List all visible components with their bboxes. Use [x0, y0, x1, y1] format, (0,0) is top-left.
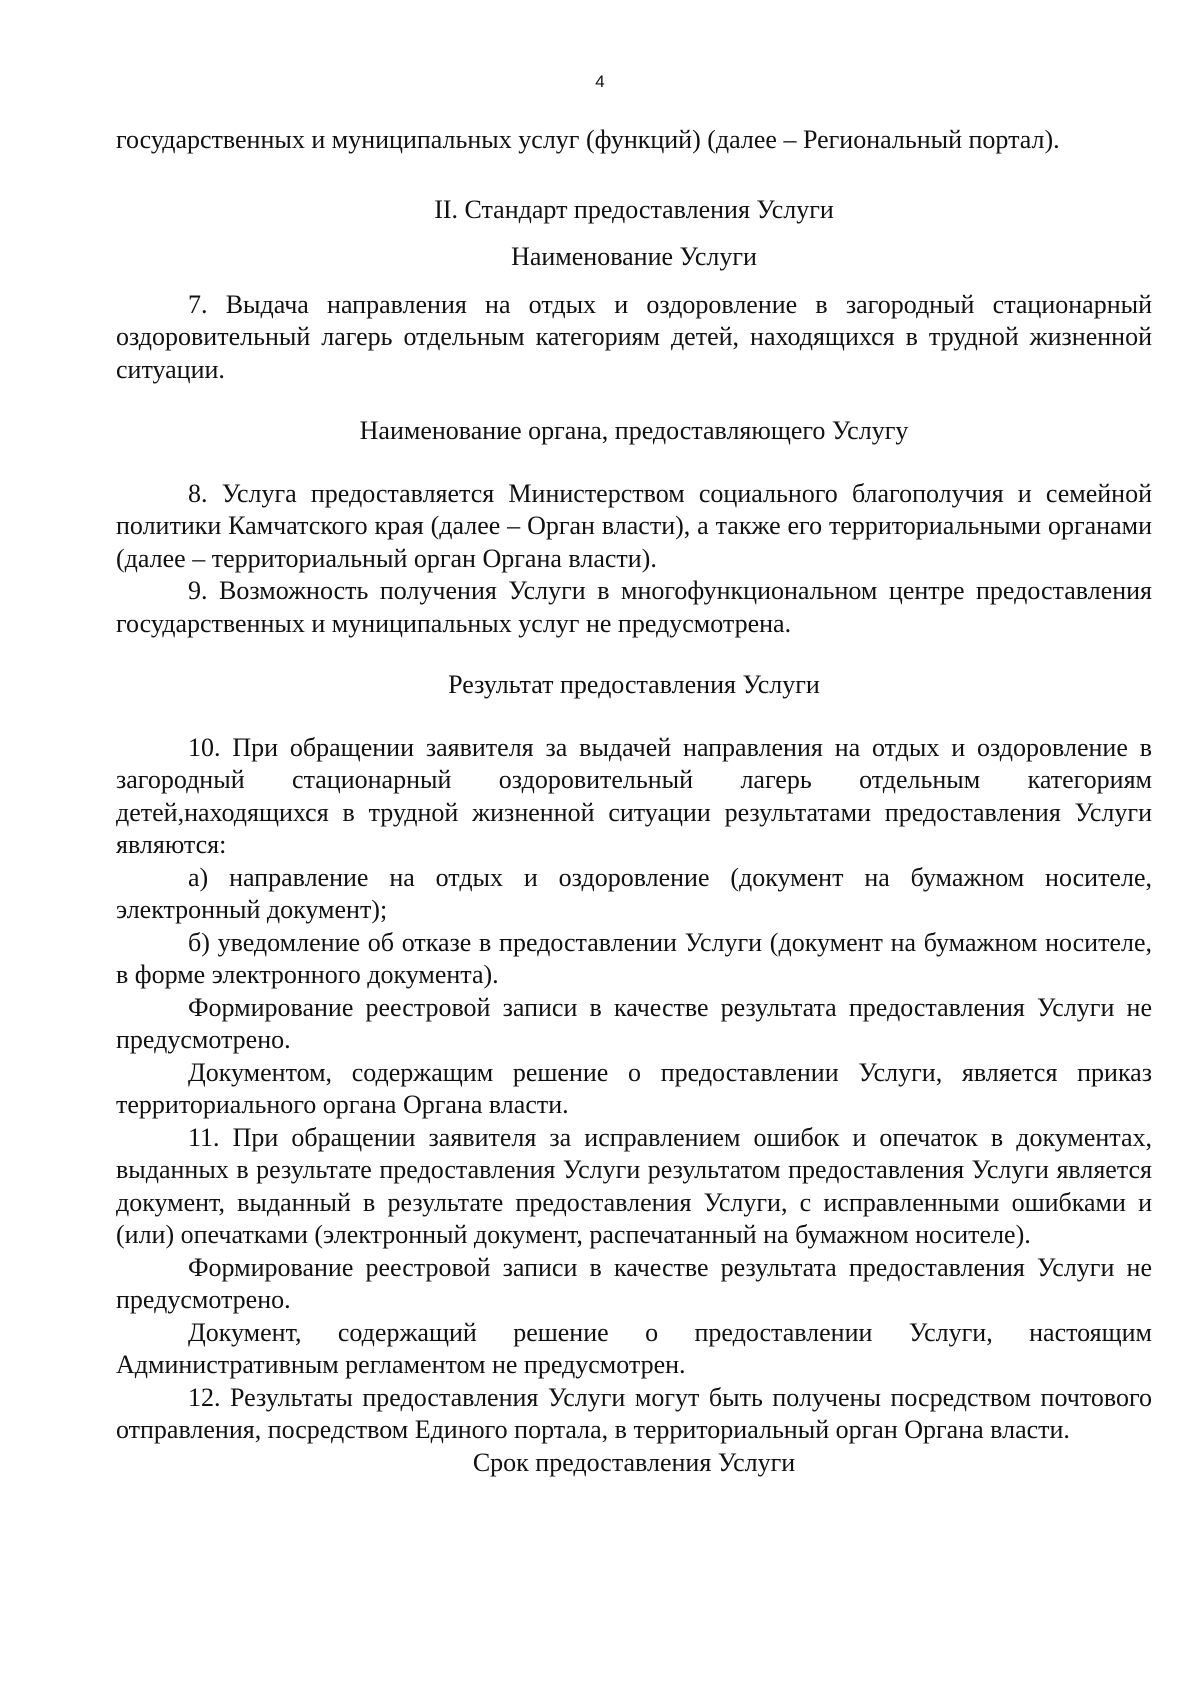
heading-service-name: Наименование Услуги: [511, 242, 757, 271]
page-content: [116, 124, 1152, 1479]
heading-authority-name: Наименование органа, предоставляющего Услугу: [359, 416, 909, 445]
continuation-text: государственных и муниципальных услуг (функций) (далее – Региональный портал).: [116, 125, 1060, 154]
paragraph-10-registry: Формирование реестровой записи в качестве результата предоставления Услуги не предусмотрено.: [116, 992, 1152, 1054]
paragraph-11-decision: Документ, содержащий решение о предоставлении Услуги, настоящим Административным регламентом не предусмотрен.: [116, 1317, 1152, 1379]
paragraph-7: 7. Выдача направления на отдых и оздоровление в загородный стационарный оздоровительный лагерь отдельным категориям детей, находящихся в трудной жизненной ситуации.: [116, 289, 1152, 384]
paragraph-11: 11. При обращении заявителя за исправлением ошибок и опечаток в документах, выданных в результате предоставления Услуги результатом предоставления Услуги является документ, выданный в результате предоставления Услуги, с исправленными ошибками и (или) опечатками (электронный документ, распечатанный на бумажном носителе).: [116, 1122, 1152, 1249]
paragraph-10-decision: Документом, содержащим решение о предоставлении Услуги, является приказ территориального органа Органа власти.: [116, 1057, 1152, 1119]
heading-term: Срок предоставления Услуги: [472, 1447, 796, 1477]
page-number: 4: [595, 72, 605, 91]
heading-result: Результат предоставления Услуги: [448, 670, 820, 699]
paragraph-11-registry: Формирование реестровой записи в качестве результата предоставления Услуги не предусмотрено.: [116, 1252, 1152, 1314]
section-title: II. Стандарт предоставления Услуги: [434, 194, 834, 224]
paragraph-10-a: а) направление на отдых и оздоровление (документ на бумажном носителе, электронный документ);: [116, 862, 1152, 924]
paragraph-10-b: б) уведомление об отказе в предоставлении Услуги (документ на бумажном носителе, в форме электронного документа).: [116, 927, 1152, 989]
paragraph-10: 10. При обращении заявителя за выдачей направления на отдых и оздоровление в загородный стационарный оздоровительный лагерь отдельным категориям детей,находящихся в трудной жизненной ситуации результатами предоставления Услуги являются:: [116, 732, 1152, 859]
paragraph-8: 8. Услуга предоставляется Министерством социального благополучия и семейной политики Камчатского края (далее – Орган власти), а также его территориальными органами (далее – территориальный орган Органа власти).: [116, 478, 1152, 573]
paragraph-12: 12. Результаты предоставления Услуги могут быть получены посредством почтового отправления, посредством Единого портала, в территориальный орган Органа власти.: [116, 1382, 1152, 1444]
paragraph-9: 9. Возможность получения Услуги в многофункциональном центре предоставления государственных и муниципальных услуг не предусмотрена.: [116, 576, 1152, 638]
